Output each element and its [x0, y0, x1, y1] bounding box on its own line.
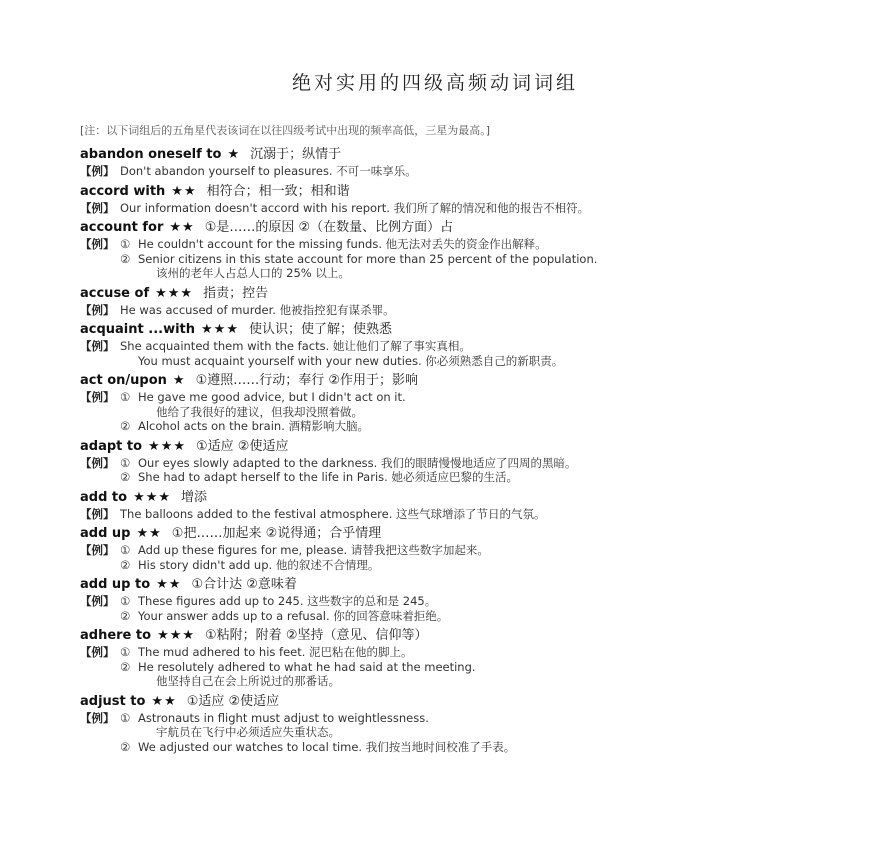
star-rating: ★★★ — [157, 628, 196, 643]
entry-meaning: ①把……加起来 ②说得通；合乎情理 — [171, 526, 382, 541]
example-line — [80, 252, 780, 267]
entry-meaning: ①适应 ②使适应 — [196, 438, 289, 454]
example-label — [80, 609, 120, 624]
example-label — [80, 419, 120, 434]
example-block — [80, 543, 780, 572]
entry-term: adapt to — [80, 438, 143, 454]
example-line — [80, 594, 780, 609]
entry-term: adhere to — [80, 628, 152, 643]
entry-meaning: 沉溺于；纵情于 — [250, 147, 342, 162]
example-line — [80, 645, 780, 660]
example-block — [80, 645, 780, 689]
example-line — [80, 543, 780, 558]
example-label — [80, 470, 120, 485]
star-rating: ★★★ — [155, 285, 194, 301]
example-sentence: He resolutely adhered to what he had said at the meeting. — [138, 659, 476, 674]
vocab-entry — [80, 525, 780, 572]
example-sentence: Your answer adds up to a refusal. 你的回答意味着拒绝。 — [138, 608, 449, 623]
star-rating: ★★ — [156, 577, 182, 592]
entry-term: account for — [80, 220, 164, 235]
example-number: ② — [120, 659, 131, 674]
entry-heading — [80, 627, 780, 645]
example-sentence: Astronauts in flight must adjust to weightlessness. — [138, 710, 429, 725]
example-sentence: She had to adapt herself to the life in Paris. 她必须适应巴黎的生活。 — [138, 470, 518, 484]
example-number: ① — [120, 237, 131, 251]
example-line — [80, 456, 780, 471]
entry-meaning: 相符合；相一致；相和谐 — [206, 183, 350, 199]
star-rating: ★★ — [151, 693, 177, 709]
example-label: 【例】 — [80, 645, 115, 659]
entry-term: add up to — [80, 577, 151, 592]
star-rating: ★★★ — [201, 322, 239, 337]
entry-meaning: ①适应 ②使适应 — [186, 693, 280, 709]
example-label: 【例】 — [80, 506, 115, 521]
example-label: 【例】 — [80, 339, 115, 353]
example-number: ① — [120, 710, 131, 725]
star-rating: ★★ — [136, 526, 162, 541]
entry-term: add up — [80, 526, 131, 541]
example-number: ② — [120, 251, 131, 266]
vocab-entry — [80, 576, 780, 623]
example-sentence: He was accused of murder. 他被指控犯有谋杀罪。 — [120, 302, 395, 317]
entry-term: accuse of — [80, 285, 150, 301]
entry-term: add to — [80, 489, 128, 505]
example-number: ① — [120, 455, 131, 470]
vocab-entry — [80, 183, 780, 216]
entry-heading — [80, 372, 780, 390]
vocab-entry — [80, 219, 780, 281]
example-line — [80, 390, 780, 405]
example-line — [80, 303, 780, 318]
entry-term: act on/upon — [80, 373, 167, 388]
example-block — [80, 711, 780, 755]
entry-heading — [80, 183, 780, 201]
example-label: 【例】 — [80, 594, 115, 608]
entry-list — [80, 146, 780, 758]
entry-heading — [80, 576, 780, 594]
example-line — [80, 419, 780, 434]
example-translation: You must acquaint yourself with your new duties. 你必须熟悉自己的新职责。 — [138, 353, 564, 368]
star-rating: ★ — [227, 147, 241, 162]
example-sentence: The mud adhered to his feet. 泥巴粘在他的脚上。 — [138, 645, 413, 659]
example-label — [80, 740, 120, 755]
example-sentence: Senior citizens in this state account for more than 25 percent of the population. — [138, 251, 598, 266]
star-rating: ★ — [172, 373, 186, 388]
example-line — [80, 711, 780, 726]
vocab-entry — [80, 285, 780, 318]
example-block — [80, 339, 780, 368]
entry-heading — [80, 693, 780, 711]
star-rating: ★★★ — [133, 489, 172, 505]
vocab-entry — [80, 146, 780, 179]
example-block — [80, 303, 780, 318]
entry-heading — [80, 321, 780, 339]
example-label: 【例】 — [80, 710, 115, 725]
example-label: 【例】 — [80, 543, 115, 557]
example-line — [80, 339, 780, 354]
example-sentence: Our information doesn't accord with his report. 我们所了解的情况和他的报告不相符。 — [120, 200, 590, 215]
frequency-note: [注：以下词组后的五角星代表该词在以往四级考试中出现的频率高低，三星为最高。] — [80, 124, 491, 137]
entry-term: abandon oneself to — [80, 147, 222, 162]
example-line — [80, 237, 780, 252]
example-sentence: We adjusted our watches to local time. 我们按当地时间校准了手表。 — [138, 739, 516, 754]
example-label — [80, 252, 120, 267]
entry-heading — [80, 525, 780, 543]
entry-term: accord with — [80, 183, 166, 199]
example-line — [80, 609, 780, 624]
vocab-entry — [80, 321, 780, 368]
example-block — [80, 390, 780, 434]
entry-meaning: 增添 — [181, 489, 208, 505]
example-number: ② — [120, 419, 131, 433]
example-sentence: Alcohol acts on the brain. 酒精影响大脑。 — [138, 419, 369, 433]
example-sentence: Add up these figures for me, please. 请替我把这些数字加起来。 — [138, 543, 489, 557]
star-rating: ★★ — [169, 220, 195, 235]
example-sentence: He gave me good advice, but I didn't act on it. — [138, 390, 406, 404]
entry-meaning: ①遵照……行动；奉行 ②作用于；影响 — [195, 373, 419, 388]
example-number: ① — [120, 645, 131, 659]
entry-heading — [80, 219, 780, 237]
vocab-entry — [80, 372, 780, 434]
example-translation: 宇航员在飞行中必须适应失重状态。 — [156, 725, 340, 739]
example-number: ② — [120, 608, 131, 623]
example-sentence: Don't abandon yourself to pleasures. 不可一味享乐。 — [120, 164, 417, 178]
example-translation: 他坚持自己在会上所说过的那番话。 — [156, 674, 340, 688]
example-number: ① — [120, 390, 131, 404]
example-label: 【例】 — [80, 200, 115, 215]
entry-heading — [80, 285, 780, 303]
example-block — [80, 456, 780, 485]
vocab-entry — [80, 693, 780, 755]
example-block — [80, 201, 780, 216]
entry-heading — [80, 438, 780, 456]
entry-term: acquaint ...with — [80, 322, 196, 337]
page-title: 绝对实用的四级高频动词词组 — [291, 72, 578, 94]
example-translation: 他给了我很好的建议，但我却没照着做。 — [156, 404, 363, 419]
example-label: 【例】 — [80, 237, 115, 251]
example-line — [80, 164, 780, 179]
example-line — [80, 201, 780, 216]
example-sentence: She acquainted them with the facts. 她让他们了解了事实真相。 — [120, 339, 471, 353]
example-block — [80, 164, 780, 179]
entry-heading — [80, 146, 780, 164]
example-label: 【例】 — [80, 455, 115, 470]
entry-heading — [80, 489, 780, 507]
example-number: ② — [120, 739, 131, 754]
example-line — [80, 507, 780, 522]
example-block — [80, 594, 780, 623]
example-label: 【例】 — [80, 302, 115, 317]
example-block — [80, 507, 780, 522]
example-sentence: These figures add up to 245. 这些数字的总和是 245。 — [138, 594, 437, 608]
entry-meaning: ①合计达 ②意味着 — [191, 577, 297, 592]
example-line — [80, 470, 780, 485]
entry-meaning: ①粘附；附着 ②坚持（意见、信仰等） — [205, 628, 428, 643]
example-sentence: He couldn't account for the missing funds. 他无法对丢失的资金作出解释。 — [138, 237, 547, 251]
vocab-entry — [80, 627, 780, 689]
example-line — [80, 558, 780, 573]
star-rating: ★★ — [171, 183, 197, 199]
vocab-entry — [80, 438, 780, 485]
example-line — [80, 740, 780, 755]
entry-term: adjust to — [80, 693, 146, 709]
example-number: ① — [120, 543, 131, 557]
example-label — [80, 558, 120, 573]
example-sentence: Our eyes slowly adapted to the darkness. 我们的眼睛慢慢地适应了四周的黑暗。 — [138, 455, 577, 470]
example-number: ② — [120, 557, 131, 572]
example-label: 【例】 — [80, 390, 115, 404]
example-translation: 该州的老年人占总人口的 25% 以上。 — [156, 266, 350, 280]
example-label — [80, 660, 120, 675]
example-sentence: The balloons added to the festival atmosphere. 这些气球增添了节日的气氛。 — [120, 506, 546, 521]
example-sentence: His story didn't add up. 他的叙述不合情理。 — [138, 557, 380, 572]
star-rating: ★★★ — [148, 438, 187, 454]
entry-meaning: ①是……的原因 ②（在数量、比例方面）占 — [204, 220, 454, 235]
entry-meaning: 使认识；使了解；使熟悉 — [248, 322, 392, 337]
entry-meaning: 指责；控告 — [203, 285, 269, 301]
vocab-entry — [80, 489, 780, 522]
example-number: ② — [120, 470, 131, 484]
example-line — [80, 660, 780, 675]
example-block — [80, 237, 780, 281]
example-number: ① — [120, 594, 131, 608]
example-label: 【例】 — [80, 164, 115, 178]
